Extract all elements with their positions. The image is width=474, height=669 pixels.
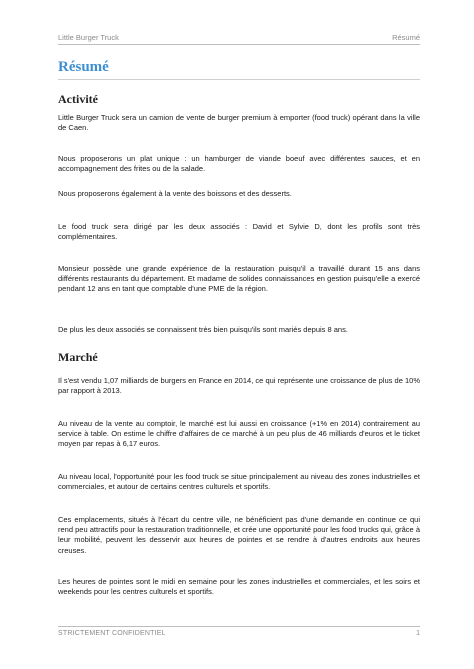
paragraph: Au niveau local, l'opportunité pour les food truck se situe principalement au niveau des zones industrielles et commerciales, et autour de certains centres culturels et sportifs. (58, 472, 420, 492)
paragraph: Monsieur possède une grande expérience de la restauration puisqu'il a travaillé durant 15 ans dans différents restaurants du département. Et madame de solides connaissances en gestion puisqu'elle a exercé pendant 12 ans en tant que comptable d'une PME de la région. (58, 264, 420, 294)
section-heading-activite: Activité (58, 92, 98, 106)
page-header (58, 30, 420, 45)
paragraph: De plus les deux associés se connaissent très bien puisqu'ils sont mariés depuis 8 ans. (58, 325, 348, 334)
paragraph: Ces emplacements, situés à l'écart du centre ville, ne bénéficient pas d'une demande en continue ce qui rend peu attractifs pour la restauration traditionnelle, et crée une opportunité pour les food trucks qui, grâce à leur mobilité, peuvent les desservir aux heures de pointes et se rendre à d'autres endroits aux heures creuses. (58, 515, 420, 555)
section-heading-marche: Marché (58, 350, 98, 364)
paragraph: Little Burger Truck sera un camion de vente de burger premium à emporter (food truck) opérant dans la ville de Caen. (58, 113, 420, 133)
header-company: Little Burger Truck (58, 33, 119, 42)
header-section: Résumé (392, 33, 420, 42)
confidential-label: STRICTEMENT CONFIDENTIEL (58, 630, 166, 637)
paragraph: Nous proposerons un plat unique : un hamburger de viande boeuf avec différentes sauces, et en accompagnement des frites ou de la salade. (58, 154, 420, 174)
paragraph: Au niveau de la vente au comptoir, le marché est lui aussi en croissance (+1% en 2014) contrairement au service à table. On estime le chiffre d'affaires de ce marché à un peu plus de 46 milliards d'euros et le ticket moyen par repas à 6,17 euros. (58, 419, 420, 449)
paragraph: Il s'est vendu 1,07 milliards de burgers en France en 2014, ce qui représente une croissance de plus de 10% par rapport à 2013. (58, 376, 420, 396)
page-footer (58, 626, 420, 641)
paragraph: Les heures de pointes sont le midi en semaine pour les zones industrielles et commerciales, et les soirs et weekends pour les centres culturels et sportifs. (58, 577, 420, 597)
paragraph: Le food truck sera dirigé par les deux associés : David et Sylvie D, dont les profils sont très complémentaires. (58, 222, 420, 242)
page-number: 1 (416, 630, 420, 637)
paragraph: Nous proposerons également à la vente des boissons et des desserts. (58, 189, 292, 198)
page-title: Résumé (58, 59, 420, 80)
